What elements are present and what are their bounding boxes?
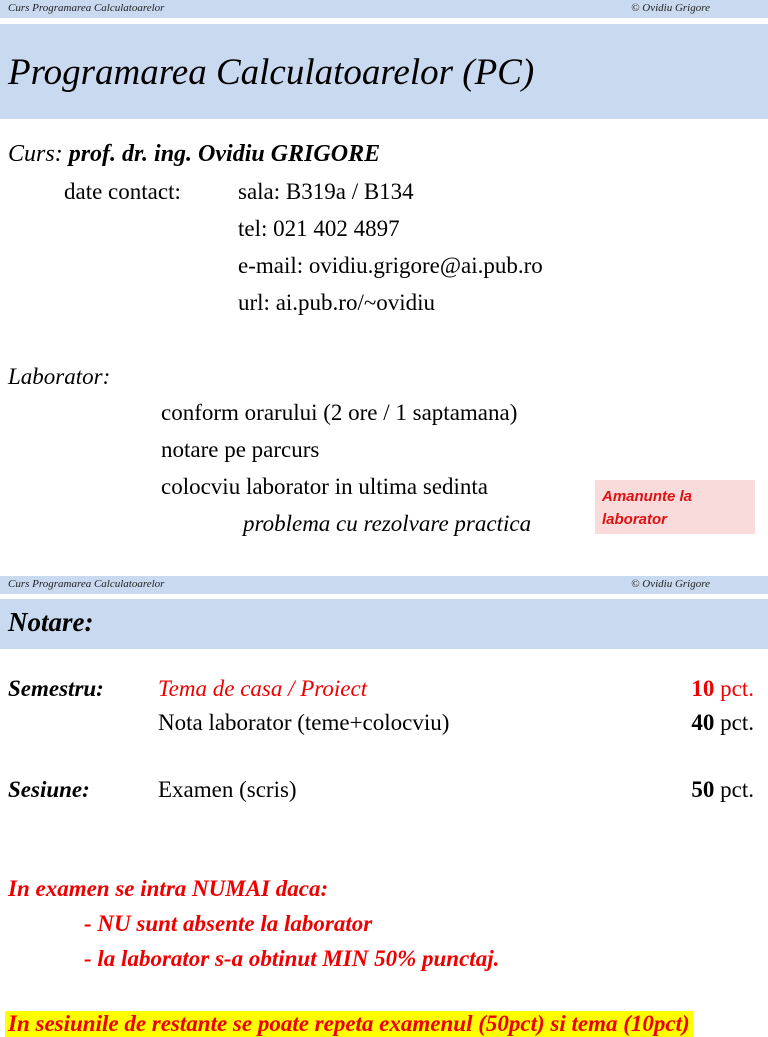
row-exam-unit: pct. xyxy=(720,777,754,802)
lab-sub-line: problema cu rezolvare practica xyxy=(243,511,532,536)
slide2-title-band xyxy=(0,599,768,649)
curs-line xyxy=(8,141,380,168)
header-course-name: Curs Programarea Calculatoarelor xyxy=(8,2,165,14)
slide1-header xyxy=(0,0,768,18)
header-course-name: Curs Programarea Calculatoarelor xyxy=(8,578,165,590)
restante-highlight: In sesiunile de restante se poate repeta examenul (50pct) si tema (10pct) xyxy=(5,1011,693,1037)
lab-line-2: notare pe parcurs xyxy=(161,437,320,462)
header-copyright: © Ovidiu Grigore xyxy=(631,2,710,14)
curs-label: Curs: xyxy=(8,141,63,167)
exam-conditions-title: In examen se intra NUMAI daca: xyxy=(8,876,329,901)
lab-line-3: colocviu laborator in ultima sedinta xyxy=(161,474,489,499)
slide1-title-band xyxy=(0,24,768,119)
row-tema-value: 10 xyxy=(691,676,715,701)
exam-condition-1: - NU sunt absente la laborator xyxy=(84,911,373,936)
row-lab-text: Nota laborator (teme+colocviu) xyxy=(158,710,450,735)
note-line-1: Amanunte la xyxy=(602,488,693,505)
slide2-header xyxy=(0,576,768,594)
exam-condition-2: - la laborator s-a obtinut MIN 50% punctaj. xyxy=(84,946,500,971)
row-lab-unit: pct. xyxy=(720,710,754,735)
row-exam-value: 50 xyxy=(691,777,715,802)
sesiune-label: Sesiune: xyxy=(8,777,90,802)
contact-label: date contact: xyxy=(64,179,181,204)
row-exam-points xyxy=(691,777,754,803)
row-lab-points xyxy=(691,710,754,736)
notare-title: Notare: xyxy=(8,607,94,637)
contact-email: e-mail: ovidiu.grigore@ai.pub.ro xyxy=(238,253,543,278)
contact-url: url: ai.pub.ro/~ovidiu xyxy=(238,290,436,315)
row-tema-text: Tema de casa / Proiect xyxy=(158,676,368,701)
note-line-2: laborator xyxy=(602,511,668,528)
row-tema-points xyxy=(691,676,754,702)
contact-phone: tel: 021 402 4897 xyxy=(238,216,400,241)
lab-line-1: conform orarului (2 ore / 1 saptamana) xyxy=(161,400,518,425)
lab-details-note xyxy=(595,480,755,534)
header-copyright: © Ovidiu Grigore xyxy=(631,578,710,590)
page-title: Programarea Calculatoarelor (PC) xyxy=(8,52,535,93)
row-tema-unit: pct. xyxy=(720,676,754,701)
lab-label: Laborator: xyxy=(8,364,111,389)
semestru-label: Semestru: xyxy=(8,676,104,701)
row-exam-text: Examen (scris) xyxy=(158,777,297,802)
row-lab-value: 40 xyxy=(691,710,715,735)
contact-room: sala: B319a / B134 xyxy=(238,179,414,204)
curs-name: prof. dr. ing. Ovidiu GRIGORE xyxy=(68,141,381,167)
